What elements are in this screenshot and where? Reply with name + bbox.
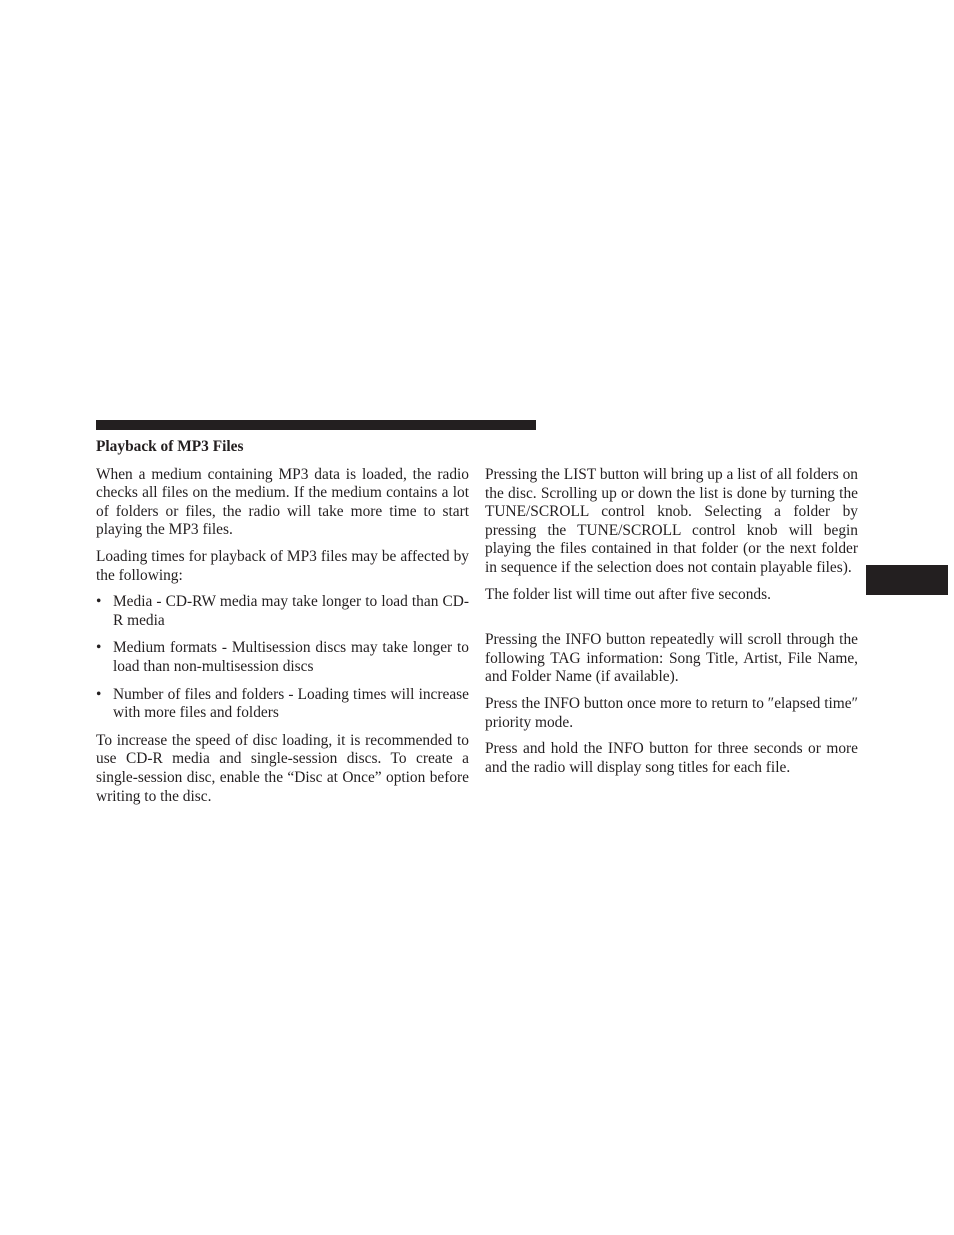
bullet-icon: • bbox=[96, 593, 102, 611]
list-item-text: Media - CD-RW media may take longer to load than CD-R media bbox=[113, 593, 469, 629]
list-item bbox=[96, 686, 469, 723]
paragraph-song-titles: Press and hold the INFO button for three seconds or more and the radio will display song titles for each file. bbox=[485, 740, 858, 776]
paragraph-folder-timeout: The folder list will time out after five seconds. bbox=[485, 585, 771, 603]
chapter-tab bbox=[866, 565, 948, 595]
paragraph-list-button: Pressing the LIST button will bring up a list of all folders on the disc. Scrolling up or down the list is done by turning the TUNE/SCROLL control knob. Selecting a folder by pressing the TUNE/SCROLL control knob will begin playing the files contained in that folder (or the next folder in sequence if the selection does not contain playable files). bbox=[485, 466, 858, 576]
bullet-icon: • bbox=[96, 685, 102, 703]
bullet-list bbox=[96, 593, 469, 723]
paragraph-loading-factors: Loading times for playback of MP3 files may be affected by the following: bbox=[96, 547, 469, 584]
section-heading: Playback of MP3 Files bbox=[96, 438, 244, 455]
paragraph-mp3-loading: When a medium containing MP3 data is loaded, the radio checks all files on the medium. If the medium contains a lot of folders or files, the radio will take more time to start playing the MP3 files. bbox=[96, 465, 469, 539]
list-item-text: Number of files and folders - Loading times will increase with more files and folders bbox=[113, 685, 469, 722]
paragraph-info-button: Pressing the INFO button repeatedly will scroll through the following TAG information: Song Title, Artist, File Name, and Folder Name (if available). bbox=[485, 631, 858, 686]
left-column bbox=[96, 438, 469, 814]
section-rule bbox=[96, 420, 536, 430]
list-item bbox=[96, 593, 469, 630]
spacer bbox=[485, 612, 858, 631]
paragraph-elapsed-time: Press the INFO button once more to return to ″elapsed time″ priority mode. bbox=[485, 694, 858, 731]
bullet-icon: • bbox=[96, 639, 102, 657]
list-item-text: Medium formats - Multisession discs may take longer to load than non-multisession discs bbox=[113, 639, 469, 675]
paragraph-loading-speed: To increase the speed of disc loading, it is recommended to use CD-R media and single-session discs. To create a single-session disc, enable the “Disc at Once” option before writing to the disc. bbox=[96, 731, 469, 805]
right-column bbox=[485, 466, 858, 785]
list-item bbox=[96, 639, 469, 676]
